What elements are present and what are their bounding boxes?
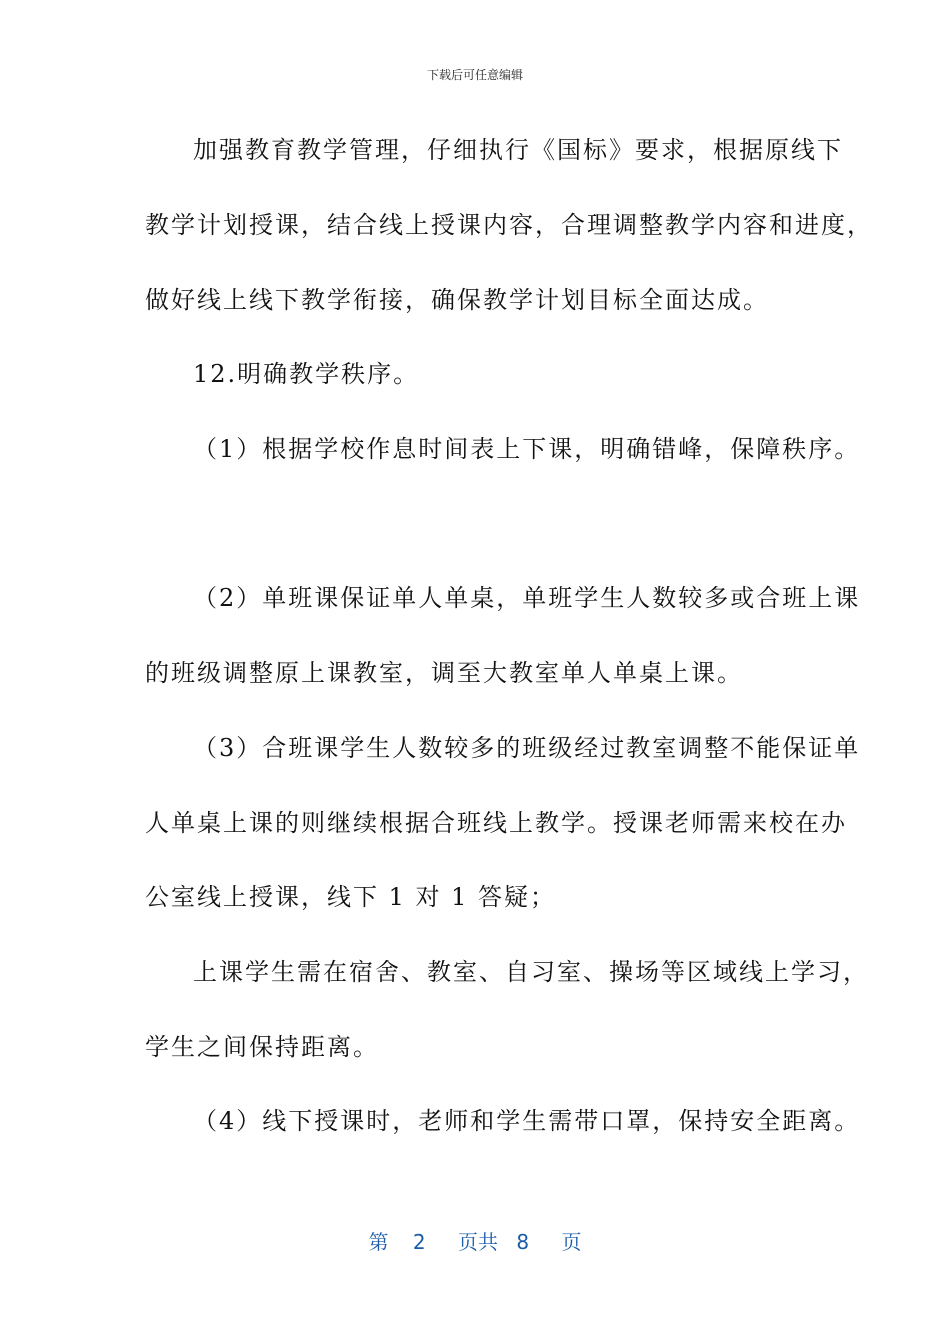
list-item-3-line-3: 公室线上授课，线下 1 对 1 答疑； bbox=[145, 883, 557, 911]
footer-page-number: 2 bbox=[412, 1230, 426, 1254]
paragraph-line-11: 上课学生需在宿舍、教室、自习室、操场等区域线上学习， bbox=[193, 958, 869, 986]
paragraph-line-12: 学生之间保持距离。 bbox=[145, 1033, 379, 1061]
page-header: 下载后可任意编辑 bbox=[426, 68, 523, 82]
page-footer bbox=[0, 1226, 950, 1255]
footer-total-pages: 8 bbox=[516, 1230, 530, 1254]
list-item-3-line-2: 人单桌上课的则继续根据合班线上教学。授课老师需来校在办 bbox=[145, 809, 847, 837]
footer-page-label: 第 bbox=[368, 1230, 389, 1254]
list-item-2-line-2: 的班级调整原上课教室，调至大教室单人单桌上课。 bbox=[145, 659, 743, 687]
footer-page-sep: 页共 bbox=[458, 1230, 498, 1254]
paragraph-line-2: 教学计划授课，结合线上授课内容，合理调整教学内容和进度， bbox=[145, 211, 873, 239]
section-heading: 12.明确教学秩序。 bbox=[193, 360, 420, 388]
list-item-2-line-1: （2）单班课保证单人单桌，单班学生人数较多或合班上课 bbox=[193, 584, 861, 612]
paragraph-line-3: 做好线上线下教学衔接，确保教学计划目标全面达成。 bbox=[145, 286, 769, 314]
list-item-1: （1）根据学校作息时间表上下课，明确错峰，保障秩序。 bbox=[193, 435, 861, 463]
paragraph-line-1: 加强教育教学管理，仔细执行《国标》要求，根据原线下 bbox=[193, 136, 843, 164]
footer-page-end: 页 bbox=[561, 1230, 582, 1254]
list-item-3-line-1: （3）合班课学生人数较多的班级经过教室调整不能保证单 bbox=[193, 734, 861, 762]
list-item-4: （4）线下授课时，老师和学生需带口罩，保持安全距离。 bbox=[193, 1107, 861, 1135]
